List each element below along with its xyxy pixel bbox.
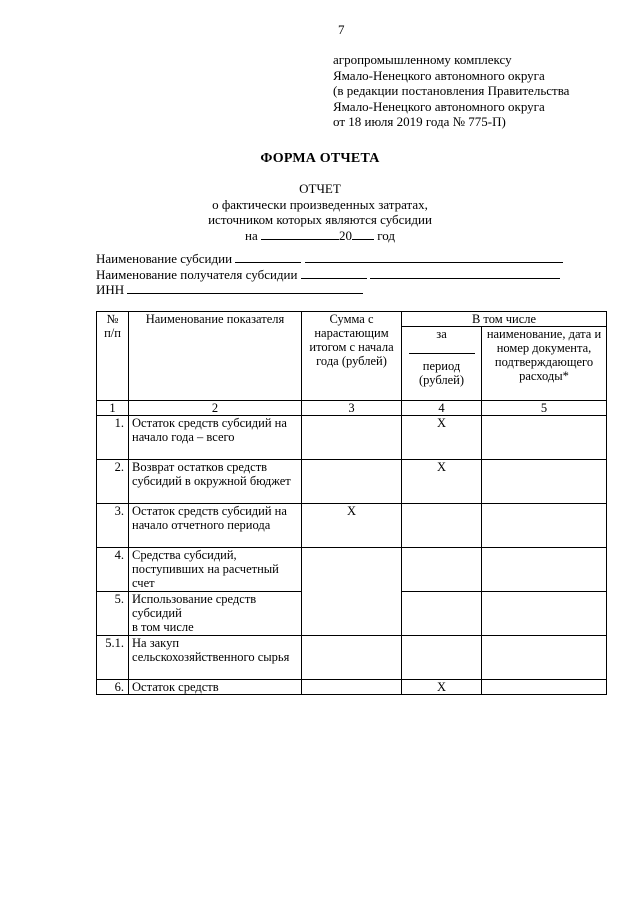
date-blank[interactable] xyxy=(261,228,339,240)
row-number: 5. xyxy=(97,592,129,636)
recipient-name-label: Наименование получателя субсидии xyxy=(96,266,298,282)
row-document[interactable] xyxy=(482,636,607,680)
row-period[interactable] xyxy=(402,592,482,636)
period-blank[interactable] xyxy=(409,341,475,354)
row-period[interactable] xyxy=(402,548,482,592)
row-name-line: Использование средств субсидий xyxy=(132,592,257,620)
report-subtitle-line: о фактически произведенных затратах, xyxy=(212,196,428,212)
col-number: 5 xyxy=(482,401,607,416)
inn-row xyxy=(96,282,563,298)
recipient-name-blank-2[interactable] xyxy=(370,267,560,279)
report-heading xyxy=(0,181,640,243)
report-table xyxy=(96,311,607,695)
col-number: 4 xyxy=(402,401,482,416)
row-sum[interactable] xyxy=(302,680,402,695)
header-name: Наименование показателя xyxy=(129,312,302,401)
approval-header xyxy=(333,52,569,130)
row-period[interactable]: X xyxy=(402,416,482,460)
row-sum[interactable]: X xyxy=(302,504,402,548)
col-number: 3 xyxy=(302,401,402,416)
subsidy-name-blank[interactable] xyxy=(235,251,301,263)
row-document[interactable] xyxy=(482,680,607,695)
subsidy-name-row xyxy=(96,251,563,267)
header-sum: Сумма с нарастающим итогом с начала года (рублей) xyxy=(302,312,402,401)
row-document[interactable] xyxy=(482,548,607,592)
inn-label: ИНН xyxy=(96,282,125,297)
year-blank[interactable] xyxy=(352,228,374,240)
row-document[interactable] xyxy=(482,416,607,460)
row-number: 3. xyxy=(97,504,129,548)
recipient-name-blank[interactable] xyxy=(301,267,367,279)
row-name-line: в том числе xyxy=(132,620,194,634)
recipient-name-row xyxy=(96,267,563,283)
header-period-top: за xyxy=(436,327,447,341)
form-title: ФОРМА ОТЧЕТА xyxy=(260,151,380,166)
row-number: 4. xyxy=(97,548,129,592)
row-name: Остаток средств субсидий на начало года – всего xyxy=(129,416,302,460)
report-title: ОТЧЕТ xyxy=(299,181,341,196)
page-number: 7 xyxy=(338,22,345,37)
row-number: 6. xyxy=(97,680,129,695)
row-sum[interactable] xyxy=(302,416,402,460)
row-document[interactable] xyxy=(482,460,607,504)
col-number: 1 xyxy=(97,401,129,416)
header-line: от 18 июля 2019 года № 775-П) xyxy=(333,114,506,129)
header-including: В том числе xyxy=(402,312,607,327)
header-document: наименование, дата и номер документа, подтверждающего расходы* xyxy=(482,327,607,401)
row-period[interactable]: X xyxy=(402,460,482,504)
row-sum[interactable] xyxy=(302,592,402,636)
date-year-prefix: 20 xyxy=(338,227,352,243)
row-period[interactable] xyxy=(402,636,482,680)
header-line: (в редакции постановления Правительства xyxy=(333,83,570,98)
row-name: На закуп сельскохозяйственного сырья xyxy=(129,636,302,680)
row-period[interactable] xyxy=(402,504,482,548)
row-number: 5.1. xyxy=(97,636,129,680)
row-number: 1. xyxy=(97,416,129,460)
row-period[interactable]: X xyxy=(402,680,482,695)
row-name: Средства субсидий, поступивших на расчетный счет xyxy=(129,548,302,592)
row-document[interactable] xyxy=(482,504,607,548)
date-prefix: на xyxy=(245,227,258,243)
report-subtitle-line: источником которых являются субсидии xyxy=(208,212,432,227)
report-date-line xyxy=(0,228,640,244)
header-period-bottom: период (рублей) xyxy=(418,359,465,387)
fields-block xyxy=(96,251,563,298)
header-num: № п/п xyxy=(97,312,129,401)
inn-blank[interactable] xyxy=(127,282,363,294)
header-line: Ямало-Ненецкого автономного округа xyxy=(333,98,545,114)
table-row xyxy=(97,416,607,460)
table-row xyxy=(97,548,607,592)
row-document[interactable] xyxy=(482,592,607,636)
table-row xyxy=(97,504,607,548)
row-name: Остаток средств xyxy=(129,680,302,695)
table-row xyxy=(97,592,607,636)
col-number: 2 xyxy=(129,401,302,416)
header-period xyxy=(402,327,482,401)
header-line: Ямало-Ненецкого автономного округа xyxy=(333,67,545,83)
table-row xyxy=(97,636,607,680)
header-line: агропромышленному комплексу xyxy=(333,52,512,67)
subsidy-name-blank-2[interactable] xyxy=(305,251,563,263)
date-suffix: год xyxy=(377,227,395,243)
row-sum[interactable] xyxy=(302,548,402,592)
row-name: Остаток средств субсидий на начало отчетного периода xyxy=(129,504,302,548)
table-row xyxy=(97,680,607,695)
row-sum[interactable] xyxy=(302,460,402,504)
table-row xyxy=(97,460,607,504)
subsidy-name-label: Наименование субсидии xyxy=(96,251,233,266)
row-name xyxy=(129,592,302,636)
row-name: Возврат остатков средств субсидий в окружной бюджет xyxy=(129,460,302,504)
row-sum[interactable] xyxy=(302,636,402,680)
row-number: 2. xyxy=(97,460,129,504)
